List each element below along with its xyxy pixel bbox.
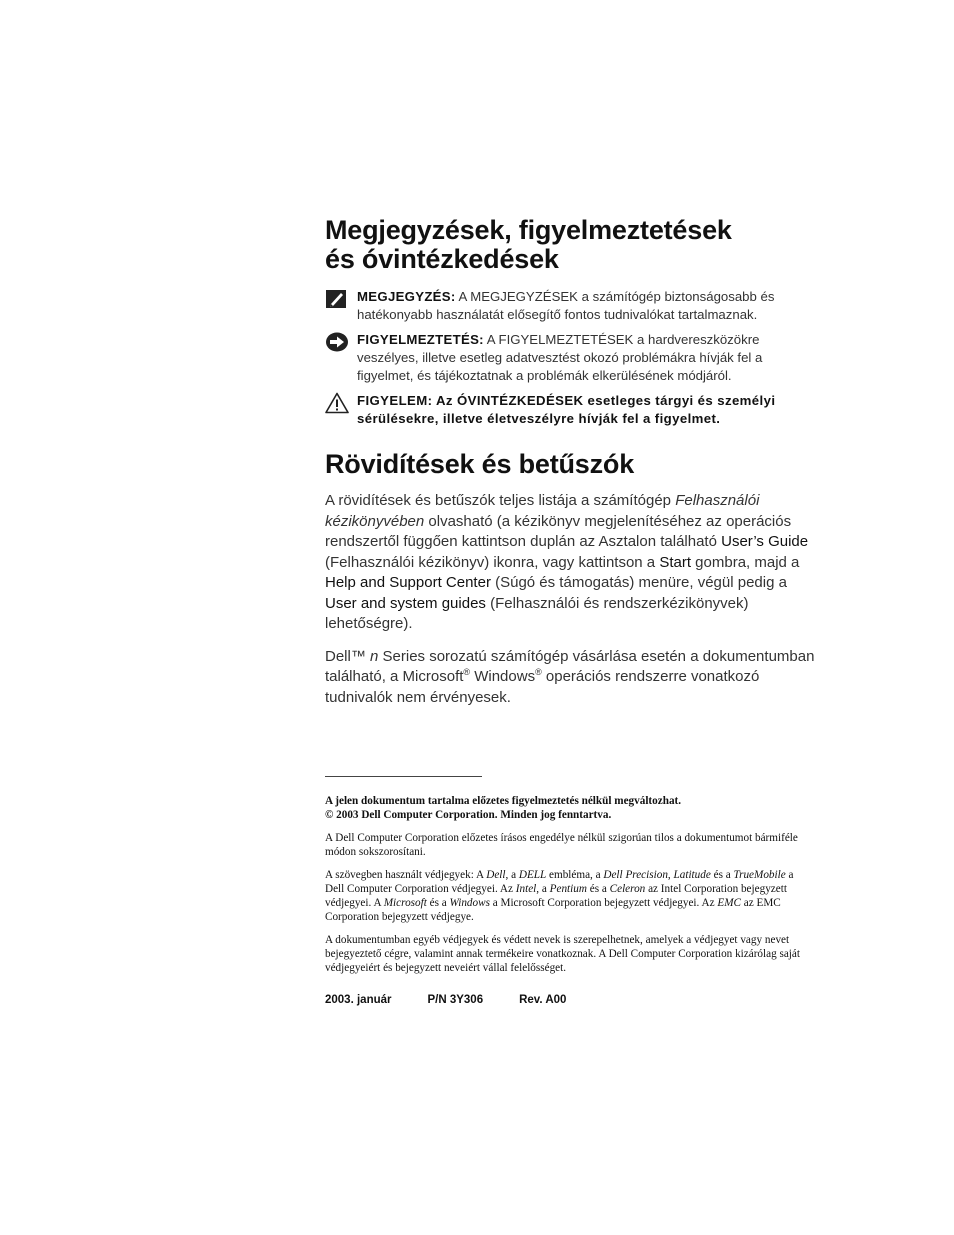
text-span: (Felhasználói kézikönyv) ikonra, vagy kattintson a <box>325 553 660 571</box>
text-span: , a <box>505 869 519 881</box>
italic-span: n <box>370 647 379 665</box>
italic-span: Felhasználói kézikönyvében <box>325 492 760 530</box>
ui-term: User and system guides <box>325 594 486 612</box>
ui-term: Start <box>659 553 692 571</box>
caution-label: FIGYELEM: <box>357 393 433 408</box>
note-label: MEGJEGYZÉS: <box>357 289 456 304</box>
footer-date: 2003. január <box>325 994 392 1006</box>
notice-change: A jelen dokumentum tartalma előzetes figyelmeztetés nélkül megváltozhat. <box>325 795 682 807</box>
ui-term: User’s Guide <box>721 533 809 550</box>
ui-term: Help and Support Center <box>325 574 491 591</box>
section-title-abbreviations: Rövidítések és betűszók <box>325 449 635 479</box>
text-span: , a <box>536 883 550 895</box>
trademark-term: Dell <box>486 869 506 881</box>
text-span: gombra, majd a <box>691 553 800 571</box>
page-title <box>325 216 815 274</box>
pencil-note-icon <box>325 288 349 310</box>
note-text: A MEGJEGYZÉSEK a számítógép biztonságosabb és hatékonyabb használatát elősegítő fontos tudnivalókat tartalmaznak. <box>357 289 775 322</box>
text-span: a Dell Computer Corporation védjegyei. Az <box>325 869 794 895</box>
title-line-1: Megjegyzések, figyelmeztetések <box>325 215 732 245</box>
text-span: az Intel Corporation bejegyzett védjegyei. A <box>325 883 787 909</box>
text-span: és a <box>426 897 450 909</box>
abbreviations-paragraph <box>325 491 815 635</box>
caution-block <box>325 392 815 428</box>
registered-mark: ® <box>463 667 471 677</box>
text-span: (Felhasználói és rendszerkézikönyvek) lehetőségre). <box>325 594 749 632</box>
footer-revision: Rev. A00 <box>519 994 567 1006</box>
trademark-term: Dell Precision <box>603 869 668 881</box>
n-series-paragraph <box>325 647 815 709</box>
notice-text: A FIGYELMEZTETÉSEK a hardvereszközökre veszélyes, illetve esetleg adatvesztést okozó problémákra hívják fel a figyelmet, és tájékoztatnak a problémák elkerülésének módjáról. <box>357 332 763 383</box>
trademark-notice <box>325 868 815 924</box>
text-span: (Súgó és támogatás) menüre, végül pedig a <box>490 574 787 591</box>
document-footer <box>325 994 602 1006</box>
copyright-block <box>325 794 815 822</box>
note-block <box>325 288 815 324</box>
notice-arrow-icon <box>325 331 349 353</box>
text-span: A szövegben használt védjegyek: A <box>325 869 487 881</box>
main-content <box>325 216 815 708</box>
trademark-term: Intel <box>515 883 537 895</box>
text-span: és a <box>586 883 610 895</box>
warning-triangle-icon <box>325 392 349 414</box>
text-span: olvasható (a kézikönyv megjelenítéséhez az operációs rendszertől függően kattintson duplán az Asztalon található <box>325 512 792 550</box>
trademark-term: Microsoft <box>383 897 427 909</box>
text-span: Windows <box>470 668 536 685</box>
trademark-term: EMC <box>717 897 741 909</box>
trademark-term: Pentium <box>549 883 587 895</box>
legal-notice <box>325 794 815 984</box>
trademark-term: TrueMobile <box>733 869 786 881</box>
title-line-2: és óvintézkedések <box>325 244 559 274</box>
footnote-divider <box>325 776 482 777</box>
notice-label: FIGYELMEZTETÉS: <box>357 332 484 347</box>
text-span: A rövidítések és betűszók teljes listája a számítógép <box>325 492 676 509</box>
trademark-term: Latitude <box>673 869 711 881</box>
trademark-term: Celeron <box>609 883 646 895</box>
reproduction-notice: A Dell Computer Corporation előzetes írásos engedélye nélkül szigorúan tilos a dokumentumot bármiféle módon sokszorosítani. <box>325 832 798 858</box>
notice-block <box>325 331 815 385</box>
text-span: a Microsoft Corporation bejegyzett védjegyei. Az <box>489 897 718 909</box>
text-span: , <box>667 869 674 881</box>
registered-mark: ® <box>535 667 542 677</box>
text-span: embléma, a <box>546 869 604 881</box>
copyright-line: © 2003 Dell Computer Corporation. Minden jog fenntartva. <box>325 809 612 821</box>
text-span: Series sorozatú számítógép vásárlása esetén a dokumentumban található, a Microsoft <box>325 647 815 685</box>
text-span: és a <box>710 869 734 881</box>
text-span: az EMC Corporation bejegyzett védjegye. <box>325 897 781 923</box>
caution-text: Az ÓVINTÉZKEDÉSEK esetleges tárgyi és személyi sérülésekre, illetve életveszélyre hívják fel a figyelmet. <box>357 393 776 426</box>
trademark-term: DELL <box>518 869 547 881</box>
other-trademarks-notice: A dokumentumban egyéb védjegyek és védett nevek is szerepelhetnek, amelyek a védjegyet vagy nevet bejegyeztető cégre, valamint annak termékeire vonatkoznak. A Dell Computer Corporation kizárólag saját védjegyeiért és bejegyzett neveiért vállal felelősséget. <box>325 934 800 974</box>
trademark-term: Windows <box>449 897 490 909</box>
text-span: Dell™ <box>325 647 371 665</box>
footer-part-number: P/N 3Y306 <box>427 994 484 1006</box>
text-span: operációs rendszerre vonatkozó tudnivalók nem érvényesek. <box>325 668 760 706</box>
